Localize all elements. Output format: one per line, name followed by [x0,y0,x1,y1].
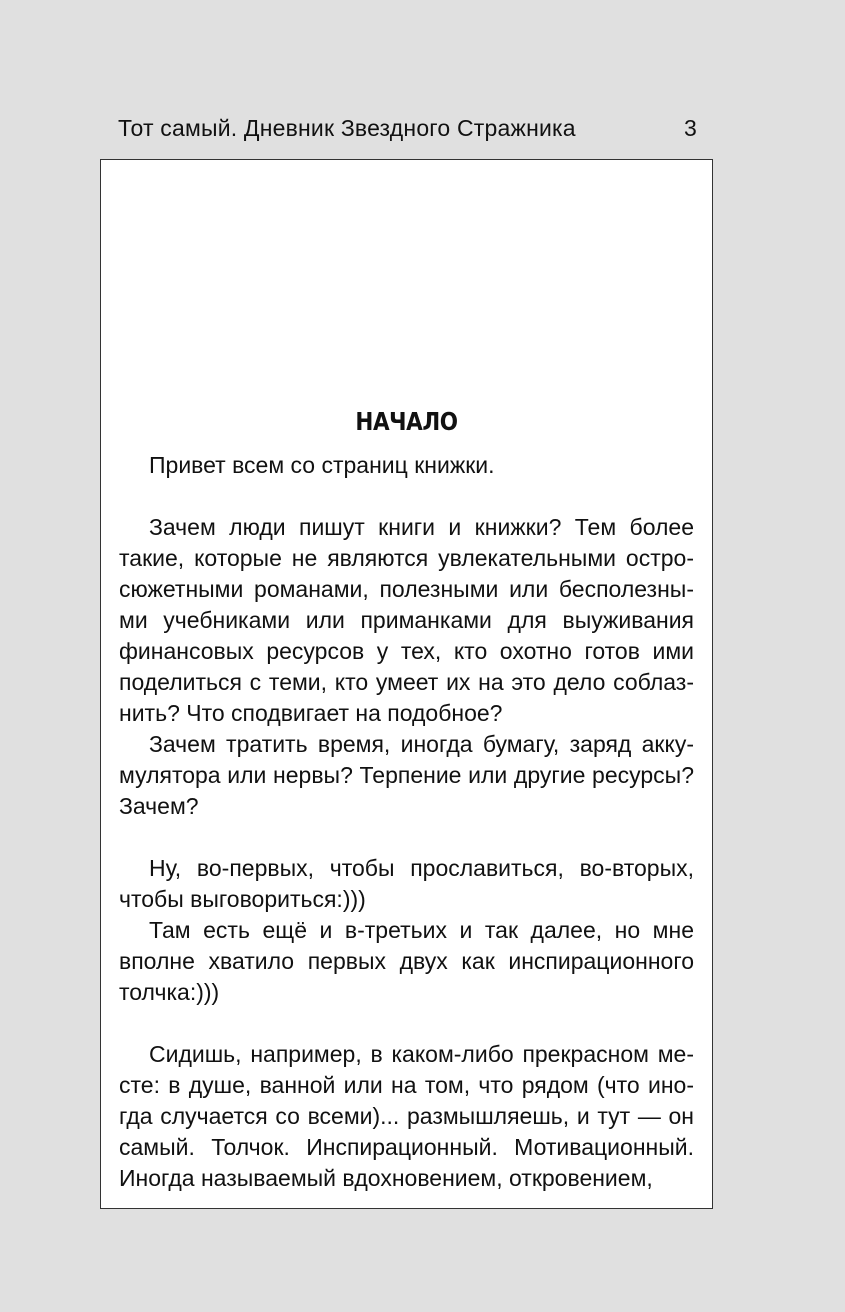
running-header [118,110,697,146]
paragraph-greeting: Привет всем со страниц книжки. [149,452,495,478]
paragraph-inspiration: Сидишь, например, в каком-либо прекрасном месте: в душе, ванной или на том, что рядом (что иногда случается со всеми)... размышляешь, и тут — он самый. Толчок. Инспирационный. Мотивационный. Иногда называемый вдохновением, откровением, [119,1041,694,1191]
book-title: Тот самый. Дневник Звездного Стражника [118,114,576,141]
paragraph-why-write: Зачем люди пишут книги и книжки? Тем более такие, которые не являются увлекательными остросюжетными романами, полезными или бесполезными учебниками или приманками для выуживания финансовых ресурсов у тех, кто охотно готов ими поделиться с теми, кто умеет их на это дело соблазнить? Что сподвигает на подобное? [119,514,694,726]
page-frame [100,159,713,1209]
chapter-title: НАЧАЛО [355,407,458,436]
paragraph-why-spend: Зачем тратить время, иногда бумагу, заряд аккумулятора или нервы? Терпение или другие ресурсы? Зачем? [119,731,694,819]
body-text [119,450,694,1194]
paragraph-third-reasons: Там есть ещё и в-третьих и так далее, но мне вполне хватило первых двух как инспирационного толчка:))) [119,917,694,1005]
page-number: 3 [684,114,697,141]
paragraph-first-reasons: Ну, во-первых, чтобы прославиться, во-вторых, чтобы выговориться:))) [119,855,694,912]
